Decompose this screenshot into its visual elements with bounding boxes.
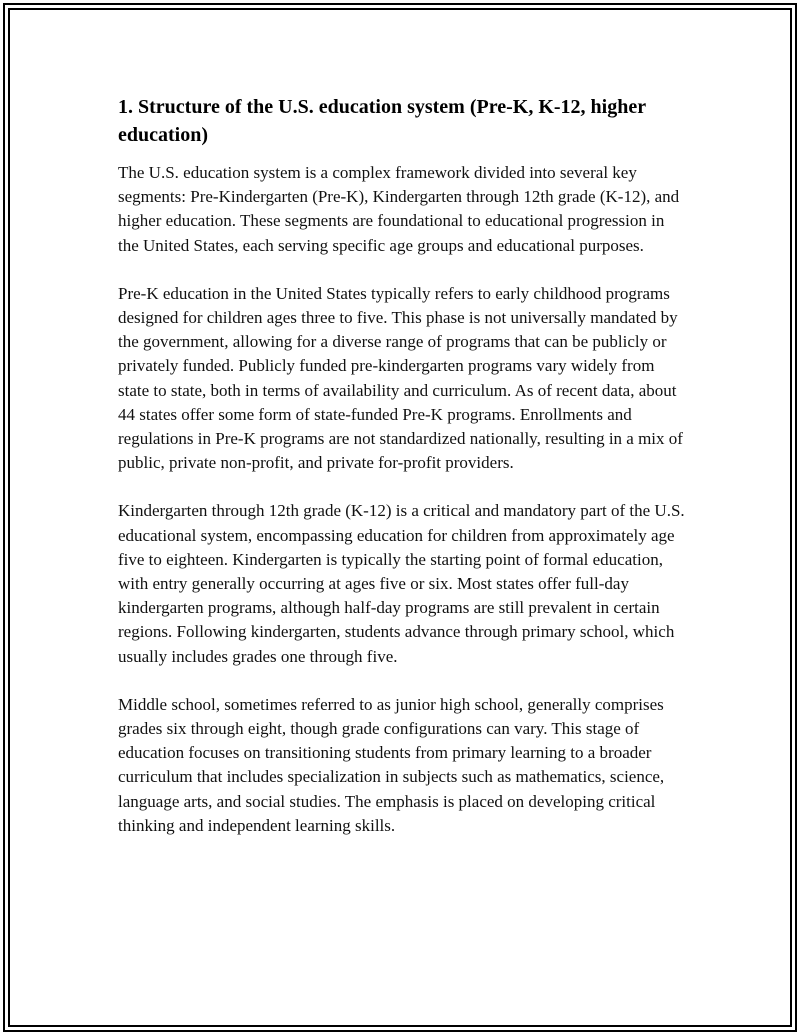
paragraph-k-12: Kindergarten through 12th grade (K-12) is a critical and mandatory part of the U.S. educational system, encompassing education for children from approximately age five to eighteen. Kindergarten is typically the starting point of formal education, with entry generally occurring at ages five or six. Most states offer full-day kindergarten programs, although half-day programs are still prevalent in certain regions. Following kindergarten, students advance through primary school, which usually includes grades one through five.: [118, 501, 685, 666]
paragraph-middle-school: Middle school, sometimes referred to as junior high school, generally comprises grades six through eight, though grade configurations can vary. This stage of education focuses on transitioning students from primary learning to a broader curriculum that includes specialization in subjects such as mathematics, science, language arts, and social studies. The emphasis is placed on developing critical thinking and independent learning skills.: [118, 694, 665, 835]
paragraph-pre-k: Pre-K education in the United States typically refers to early childhood programs designed for children ages three to five. This phase is not universally mandated by the government, allowing for a diverse range of programs that can be publicly or privately funded. Publicly funded pre-kindergarten programs vary widely from state to state, both in terms of availability and curriculum. As of recent data, about 44 states offer some form of state-funded Pre-K programs. Enrollments and regulations in Pre-K programs are not standardized nationally, resulting in a mix of public, private non-profit, and private for-profit providers.: [118, 283, 683, 473]
section-heading: 1. Structure of the U.S. education system (Pre-K, K-12, higher education): [118, 96, 646, 146]
document-body: [118, 93, 686, 862]
paragraph-overview: The U.S. education system is a complex framework divided into several key segments: Pre-Kindergarten (Pre-K), Kindergarten through 12th grade (K-12), and higher education. These segments are foundational to educational progression in the United States, each serving specific age groups and educational purposes.: [118, 163, 680, 255]
